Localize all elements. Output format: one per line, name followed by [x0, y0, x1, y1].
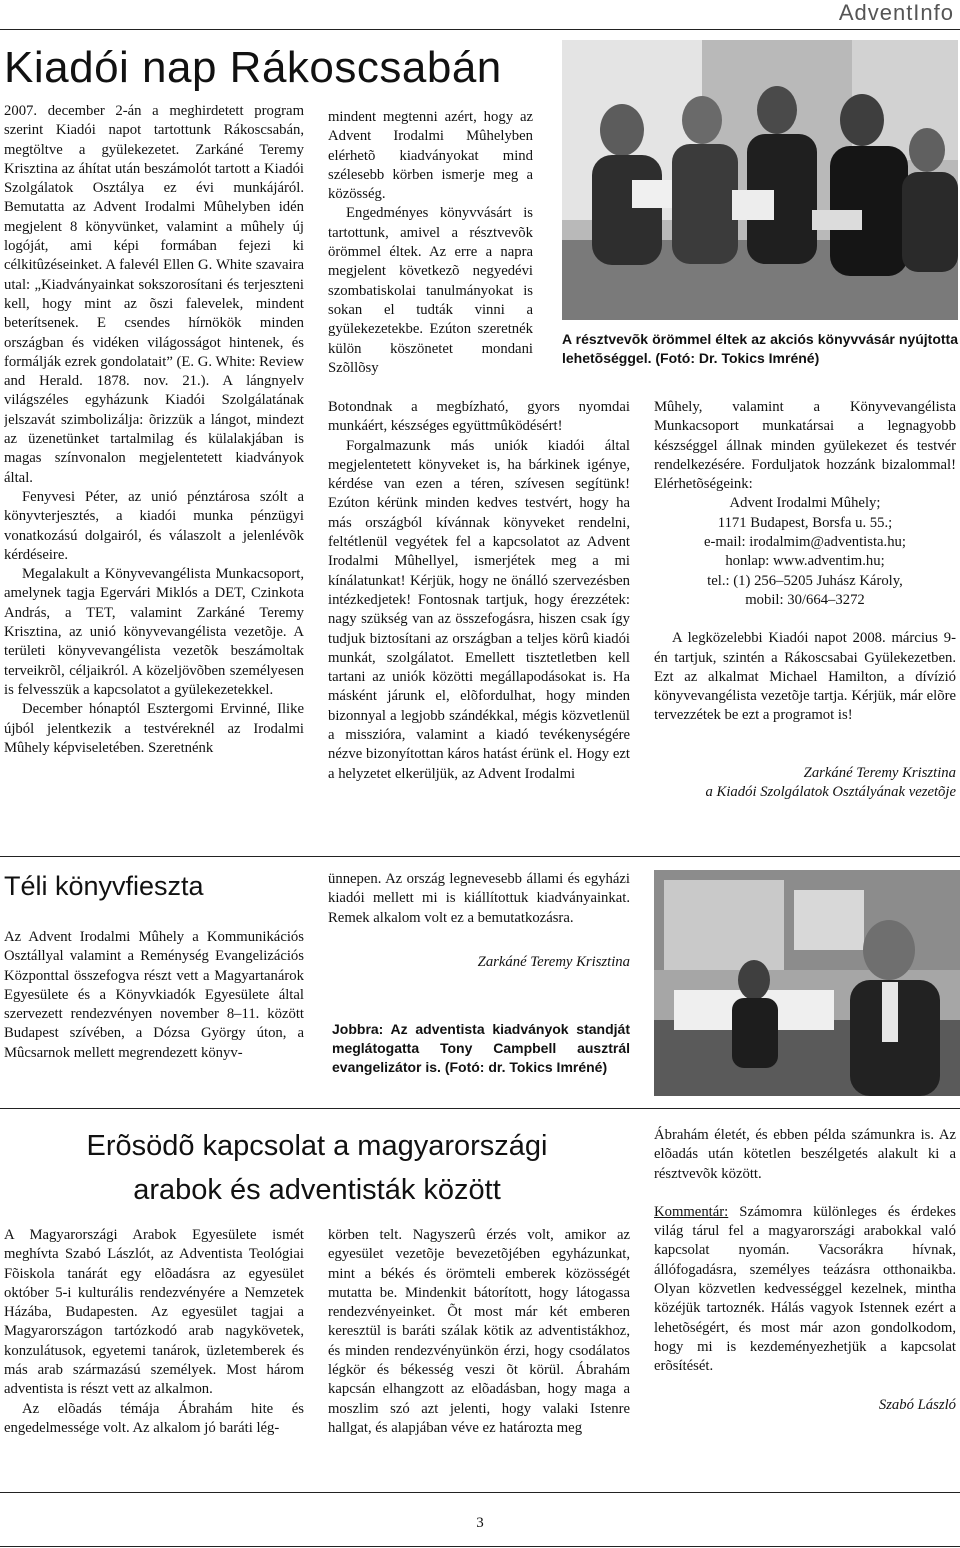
page-number: 3: [476, 1515, 484, 1531]
contact-line: Advent Irodalmi Mûhely;: [729, 495, 881, 512]
footer-bottom-rule: [0, 1546, 960, 1547]
article1-col2-bottom: [328, 398, 630, 844]
article3-col2: [328, 1226, 630, 1474]
article3-title-line: arabok és adventisták között: [133, 1174, 501, 1206]
article2-col2: [328, 870, 630, 950]
paragraph: Az elõadás témája Ábrahám hite és engedelmessége volt. Az alkalom jó baráti lég-: [4, 1400, 304, 1436]
article3-signature: Szabó László: [878, 1396, 956, 1413]
contact-line: mobil: 30/664–3272: [745, 591, 865, 608]
article2-signature: Zarkáné Teremy Krisztina: [477, 954, 630, 970]
article1-photo-caption: A résztvevõk örömmel éltek az akciós könyvvásár nyújtotta lehetõséggel. (Fotó: Dr. Tokics Imréné): [562, 331, 958, 366]
paragraph: Fenyvesi Péter, az unió pénztárosa szólt a könyvterjesztés, a kiadói munka pénzügyi vonatkozású dolgairól, és válaszolt a jelenlévõk kérdéseire.: [4, 488, 304, 563]
paragraph: Forgalmazunk más uniók kiadói által megjelentetett könyveket is, ha bárkinek igénye, kérdése van ezen a téren, szívesen segítünk! Ezúton kérünk minden kedves testvért, hogy ha más országból kívánnak könyveket rendelni, feltétlenül vegyétek fel a kapcsolatot az Advent Irodalmi Mûhellyel, ismerjétek meg a mi kínálatunkat! Kérjük, hogy ne önálló szervezésben intézkedjetek! Fontosnak tartjuk, hogy érezzétek: nagy szükség van az összefogásra, hiszen csak így tudjuk biztosítani az országban a teljes körû kiadói munkát, szolgálatot. Emellett tisztetletben kell tartani az uniók közötti megállapodásokat is. Ha másként járunk el, elõfordulhat, hogy minden bizonnyal a legjobb szándékkal, mégis közvetlenül a misszióra, valamint a kiadó tevékenységére nézve bizonyítottan káros hatást érünk el. Hogy ezt a helyzetet elkerüljük, az Advent Irodalmi: [328, 437, 630, 782]
brand-label: AdventInfo: [838, 0, 954, 25]
contact-line: tel.: (1) 256–5205 Juhász Károly,: [707, 572, 903, 589]
header-rule: [0, 29, 960, 30]
article2-col1: [4, 928, 304, 1094]
paragraph: Engedményes könyvvásárt is tartottunk, amivel a résztvevõk örömmel éltek. Az erre a napra megjelent következõ negyedévi szombatiskolai tanulmányokat is sokan el tudták vinni a gyülekezetekbe. Ezúton szeretnék külön köszönetet mondani Szõllõsy: [328, 205, 533, 376]
comment-text: Számomra különleges és érdekes világ tárul fel a magyarországi arabokkal való kapcsolat nyomán. Vacsorákra hívnak, állófogadásra, személyes teázásra otthonaikba. Olyan közvetlen kedvességgel kezelnek, mintha közéjük tartoznék. Hálás vagyok Istennek ezért a lehetõségért, és most már azon gondolkodom, hogy mi is kezdeményezhetjük a kapcsolat erõsítését.: [654, 1203, 956, 1375]
paragraph: 2007. december 2-án a meghirdetett program szerint Kiadói napot tartottunk Rákoscsabán, megtöltve a gyülekezetet. Zarkáné Teremy Krisztina az áhítat után beszámolót tartott a Kiadói Szolgálatok Osztálya ez évi munkájáról. Bemutatta az Advent Irodalmi Mûhelyben idén megjelent 8 könyvünket, valamint a mûhely új logóját, ami képi formában fejezi ki célkitûzéseinket. A falevél Ellen G. White szavaira utal: „Kiadványainkat sokszorosítani és terjeszteni kell, hogy mint az õszi falevelek, mindent beterítsenek. E csendes hírnökök minden országban és vidéken világosságot hintenek, és formálják ezrek gondolatait” (E. G. White: Review and Herald. 1878. nov. 21.). A lángnyelv világszéles egyházunk Kiadói Szolgálatának jelszavát szimbolizálja: õrizzük a lángot, mindezt az üzenetünket tartalmilag és külalakjában is magas színvonalon megjelentetett kiadványok által.: [4, 103, 304, 486]
paragraph: Mûhely, valamint a Könyvevangélista Munkacsoport munkatársai a legnagyobb készséggel állnak minden gyülekezet és testvér rendelkezésére. Forduljatok hozzánk bizalommal! Elérhetõségeink:: [654, 399, 956, 493]
paragraph: December hónaptól Esztergomi Ervinné, Ilike újból jelentkezik a testvéreknél az Irodalmi Mûhely képviseletében. Szeretnénk: [4, 701, 304, 756]
section-divider: [0, 856, 960, 857]
article1-col1: [4, 102, 304, 842]
article3-col3: [654, 1126, 956, 1446]
article1-title: Kiadói nap Rákoscsabán: [4, 43, 502, 92]
bookfair-photo: [562, 40, 958, 320]
contact-line: honlap: www.adventim.hu;: [725, 553, 885, 570]
commentary: [654, 1203, 956, 1377]
article1-col3: [654, 398, 956, 848]
stand-photo-art: [654, 870, 960, 1096]
article2-title: Téli könyvfieszta: [4, 871, 204, 901]
paragraph: Az Advent Irodalmi Mûhely a Kommunikációs Osztállyal valamint a Reménység Evangelizációs Központtal összefogva részt vett a Magyartanárok Egyesülete és a Könyvkiadók Egyesülete által szervezett rendezvényen november 8–11. között Budapest szívében, a Dózsa György úton, a Mûcsarnok mellett megrendezett könyv-: [4, 929, 304, 1061]
article2-photo-caption: Jobbra: Az adventista kiadványok standját meglátogatta Tony Campbell ausztrál evangelizátor is. (Fotó: dr. Tokics Imréné): [332, 1021, 630, 1075]
paragraph: Ábrahám életét, és ebben példa számunkra is. Az elõadás után kötetlen beszélgetés alakult ki a résztvevõk között.: [654, 1127, 956, 1182]
footer-rule: [0, 1492, 960, 1493]
paragraph: körben telt. Nagyszerû érzés volt, amikor az egyesület vezetõje bevezetõjében egyházunkat, mint a békés és örömteli emberek közösségét mutatta be. Mindenkit bátorított, hogy látogassa rendezvényeinket. Õt most már két emberen keresztül is baráti szálak kötik az adventistákhoz, és minden rendezvényünkön érzi, hogy csodálatos légkör és békesség veszi õt körül. Ábrahám kapcsán elhangzott az elõadásban, hogy maga a moszlim szó azt jelenti, hogy valaki Istenre hallgat, és alapjában véve ez határozta meg: [328, 1227, 630, 1436]
paragraph: A legközelebbi Kiadói napot 2008. március 9-én tartjuk, szintén a Rákoscsabai Gyülekezetben. Ezt az alkalmat Michael Hamilton, a dívízió könyvevangélista vezetõje tartja. Kérjük, már elõre tervezzétek be ezt a programot is!: [654, 630, 956, 724]
paragraph: ünnepen. Az ország legnevesebb állami és egyházi kiadói mellett mi is kiállítottuk kiadványainkat. Remek alkalom volt ez a bemutatkozásra.: [328, 871, 630, 926]
comment-label: Kommentár:: [654, 1203, 729, 1220]
contact-block: [654, 494, 956, 610]
paragraph: mindent megtenni azért, hogy az Advent Irodalmi Mûhelyben elérhetõ kiadványokat mind szélesebb körben ismerje meg a közösség.: [328, 109, 533, 203]
signature-name: Zarkáné Teremy Krisztina: [803, 764, 956, 781]
contact-line: 1171 Budapest, Borsfa u. 55.;: [717, 514, 893, 531]
paragraph: Botondnak a megbízható, gyors nyomdai munkáért, készséges együttmûködésért!: [328, 399, 630, 435]
section-divider: [0, 1108, 960, 1109]
stand-photo: [654, 870, 960, 1096]
paragraph: A Magyarországi Arabok Egyesülete ismét meghívta Szabó Lászlót, az Adventista Teológiai Fõiskola tanárát egy elõadásra az egyesület október 5-i kulturális rendezvényére a Nemzetek Házába, Budapesten. Az egyesület tagjai a Magyarországon tartózkodó arab nagykövetek, konzulátusok, egyetemi tanárok, üzletemberek és más arab származású személyek. Most három adventista is részt vett az alkalmon.: [4, 1227, 304, 1398]
paragraph: Megalakult a Könyvevangélista Munkacsoport, amelynek tagja Egervári Miklós a DET, Czinkota András, a TET, valamint Zarkáné Teremy Krisztina, az unió könyvevangélista vezetõje. A területi könyvevangélista vezetõk beszámoltak terveikrõl, céljaikról. A közeljövõben személyesen is felvesszük a kapcsolatot a gyülekezetekkel.: [4, 566, 304, 698]
article3-col1: [4, 1226, 304, 1474]
article1-col2-top: [328, 108, 533, 398]
article3-title-line: Erõsödõ kapcsolat a magyarországi: [86, 1130, 548, 1162]
contact-line: e-mail: irodalmim@adventista.hu;: [704, 534, 906, 551]
bookfair-photo-art: [562, 40, 958, 320]
article3-title: [4, 1124, 630, 1212]
signature-role: a Kiadói Szolgálatok Osztályának vezetõje: [705, 784, 956, 801]
